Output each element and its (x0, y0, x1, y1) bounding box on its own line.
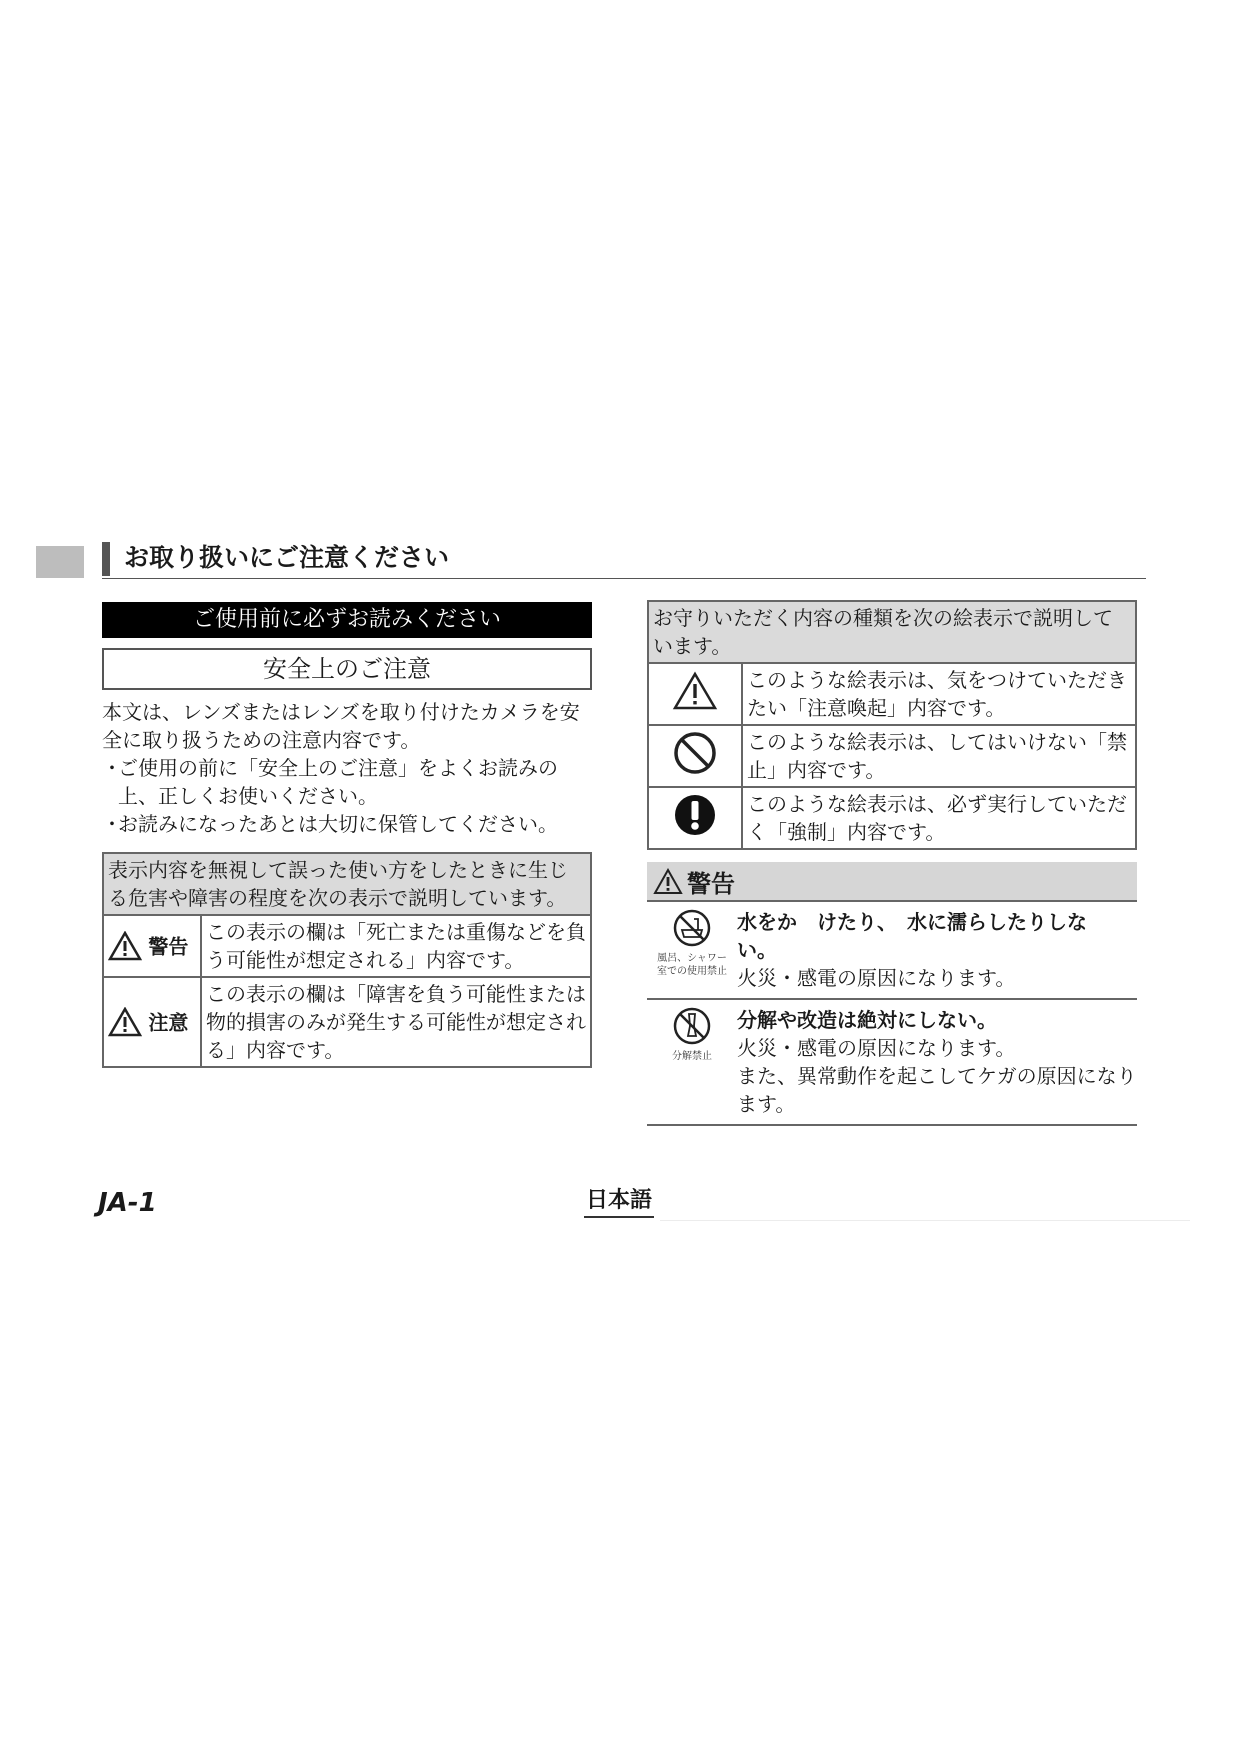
table-row (103, 915, 591, 977)
signal-description: この表示の欄は「死亡または重傷などを負う可能性が想定される」内容です。 (201, 915, 591, 977)
signal-word-table (102, 852, 592, 1068)
signal-label-cell (103, 977, 201, 1067)
symbol-description: このような絵表示は、必ず実行していただく「強制」内容です。 (742, 787, 1136, 849)
caution-triangle-icon (672, 671, 718, 711)
warning-triangle-icon (653, 868, 683, 895)
symbol-description: このような絵表示は、気をつけていただきたい「注意喚起」内容です。 (742, 663, 1136, 725)
section-header (102, 540, 1146, 579)
table-row (648, 787, 1136, 849)
table-row (648, 725, 1136, 787)
warning-triangle-icon (108, 931, 142, 961)
section-header-bar (102, 542, 110, 576)
footer-divider (660, 1220, 1190, 1221)
warning-text-column (737, 1006, 1137, 1118)
warning-item (647, 1000, 1137, 1126)
warning-heading-text: 警告 (687, 869, 735, 898)
warning-headline: 分解や改造は絶対にしない。 (737, 1008, 997, 1032)
safety-precautions-title: 安全上のご注意 (102, 648, 592, 690)
bullet-item (102, 810, 592, 838)
language-label: 日本語 (584, 1186, 654, 1218)
icon-caption: 室での使用禁止 (657, 966, 727, 977)
warning-item (647, 902, 1137, 1000)
section-title: お取り扱いにご注意ください (124, 543, 450, 572)
symbol-legend-table (647, 600, 1137, 850)
signal-label-cell (103, 915, 201, 977)
symbol-description: このような絵表示は、してはいけない「禁止」内容です。 (742, 725, 1136, 787)
icon-caption: 風呂、シャワー (657, 953, 727, 964)
icon-caption: 分解禁止 (672, 1051, 712, 1062)
warning-headline: 水をか けたり、 水に濡らしたりしな い。 (737, 910, 1107, 962)
warning-icon-column (647, 1006, 737, 1118)
warning-heading-bar (647, 862, 1137, 902)
bullet-text: お読みになったあとは大切に保管してください。 (118, 812, 558, 836)
right-column (647, 600, 1137, 1126)
bullet-text: ご使用の前に「安全上のご注意」をよくお読みの上、正しくお使いください。 (118, 756, 558, 808)
warning-triangle-icon (108, 1007, 142, 1037)
symbol-icon-cell (648, 787, 742, 849)
symbol-icon-cell (648, 663, 742, 725)
mandatory-action-icon (672, 792, 718, 838)
warning-detail: 火災・感電の原因になります。 (737, 1036, 1016, 1060)
warning-detail: 火災・感電の原因になります。 (737, 966, 1016, 990)
no-bath-shower-icon (672, 908, 712, 948)
table-row (103, 977, 591, 1067)
warning-detail: また、異常動作を起こしてケガの原因になります。 (737, 1064, 1137, 1116)
warning-icon-column (647, 908, 737, 992)
bullet-dot: ・ (102, 756, 122, 780)
symbol-icon-cell (648, 725, 742, 787)
intro-text: 本文は、レンズまたはレンズを取り付けたカメラを安全に取り扱うための注意内容です。 (102, 700, 580, 752)
table-row (648, 663, 1136, 725)
warning-text-column (737, 908, 1137, 992)
signal-word-caution: 注意 (148, 1010, 189, 1035)
page-code: JA-1 (98, 1188, 157, 1218)
read-before-use-banner: ご使用前に必ずお読みください (102, 602, 592, 638)
bullet-dot: ・ (102, 812, 122, 836)
bullet-item (102, 754, 592, 810)
page-tab-marker (36, 546, 84, 578)
left-column (102, 602, 592, 1068)
no-disassembly-icon (672, 1006, 712, 1046)
signal-table-header: 表示内容を無視して誤った使い方をしたときに生じる危害や障害の程度を次の表示で説明しています。 (103, 853, 591, 915)
signal-description: この表示の欄は「障害を負う可能性または物的損害のみが発生する可能性が想定される」内容です。 (201, 977, 591, 1067)
signal-word-warning: 警告 (148, 934, 189, 959)
prohibition-icon (672, 730, 718, 776)
symbol-table-header: お守りいただく内容の種類を次の絵表示で説明しています。 (648, 601, 1136, 663)
